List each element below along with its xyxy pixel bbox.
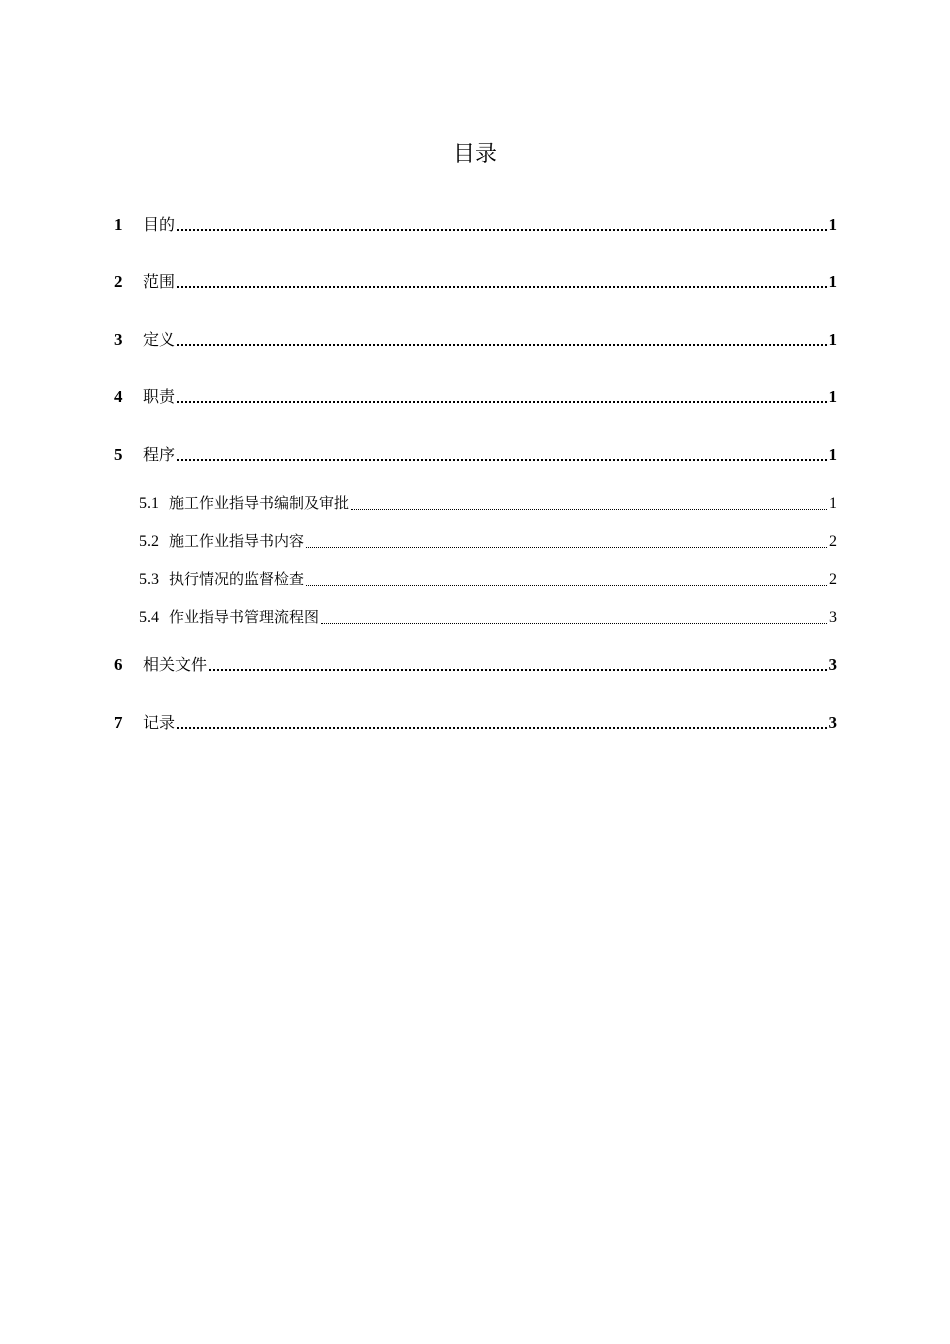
toc-entry-number: 2	[114, 272, 123, 291]
toc-entry-label: 作业指导书管理流程图	[169, 608, 320, 626]
toc-entry-number: 5.4	[139, 609, 159, 626]
toc-entry-6[interactable]	[114, 654, 837, 676]
toc-entry-page: 1	[828, 272, 837, 291]
toc-entry-label: 施工作业指导书编制及审批	[169, 494, 350, 512]
toc-entry-page: 3	[828, 713, 837, 732]
toc-dot-leader	[177, 459, 826, 461]
toc-entry-number: 5.2	[139, 533, 159, 550]
toc-entry-number: 7	[114, 713, 123, 732]
toc-entry-7[interactable]	[114, 712, 837, 734]
toc-dot-leader	[306, 547, 827, 548]
toc-entry-number: 3	[114, 330, 123, 349]
toc-entry-label: 程序	[143, 445, 176, 464]
toc-entry-page: 1	[828, 387, 837, 406]
toc-entry-5-4[interactable]	[139, 606, 837, 629]
toc-dot-leader	[351, 509, 827, 510]
toc-entry-page: 1	[828, 215, 837, 234]
toc-entry-label: 相关文件	[143, 655, 208, 674]
toc-entry-2[interactable]	[114, 271, 837, 293]
toc-entry-3[interactable]	[114, 329, 837, 351]
toc-entry-page: 3	[829, 609, 837, 626]
toc-entry-label: 定义	[143, 330, 176, 349]
toc-entry-number: 5	[114, 445, 123, 464]
toc-entry-page: 2	[829, 571, 837, 588]
toc-entry-number: 1	[114, 215, 123, 234]
toc-dot-leader	[177, 286, 826, 288]
toc-entry-5-1[interactable]	[139, 492, 837, 515]
toc-entry-page: 1	[828, 445, 837, 464]
toc-entry-page: 1	[828, 330, 837, 349]
toc-dot-leader	[177, 401, 826, 403]
toc-entry-label: 职责	[143, 387, 176, 406]
toc-entry-page: 3	[828, 655, 837, 674]
toc-dot-leader	[177, 344, 826, 346]
toc-entry-5[interactable]	[114, 444, 837, 466]
toc-entry-label: 执行情况的监督检查	[169, 570, 305, 588]
toc-entry-5-2[interactable]	[139, 530, 837, 553]
toc-entry-label: 目的	[143, 215, 176, 234]
toc-entry-number: 5.3	[139, 571, 159, 588]
toc-dot-leader	[177, 229, 826, 231]
toc-entry-4[interactable]	[114, 386, 837, 408]
toc-dot-leader	[321, 623, 827, 624]
toc-entry-number: 5.1	[139, 495, 159, 512]
toc-dot-leader	[306, 585, 827, 586]
toc-dot-leader	[177, 727, 826, 729]
toc-entry-label: 施工作业指导书内容	[169, 532, 305, 550]
toc-dot-leader	[209, 669, 826, 671]
toc-entry-number: 4	[114, 387, 123, 406]
toc-entry-label: 记录	[143, 713, 176, 732]
toc-entry-number: 6	[114, 655, 123, 674]
toc-title: 目录	[452, 142, 497, 167]
toc-entry-page: 2	[829, 533, 837, 550]
toc-entry-page: 1	[829, 495, 837, 512]
toc-entry-label: 范围	[143, 272, 176, 291]
toc-entry-5-3[interactable]	[139, 568, 837, 591]
toc-entry-1[interactable]	[114, 214, 837, 236]
